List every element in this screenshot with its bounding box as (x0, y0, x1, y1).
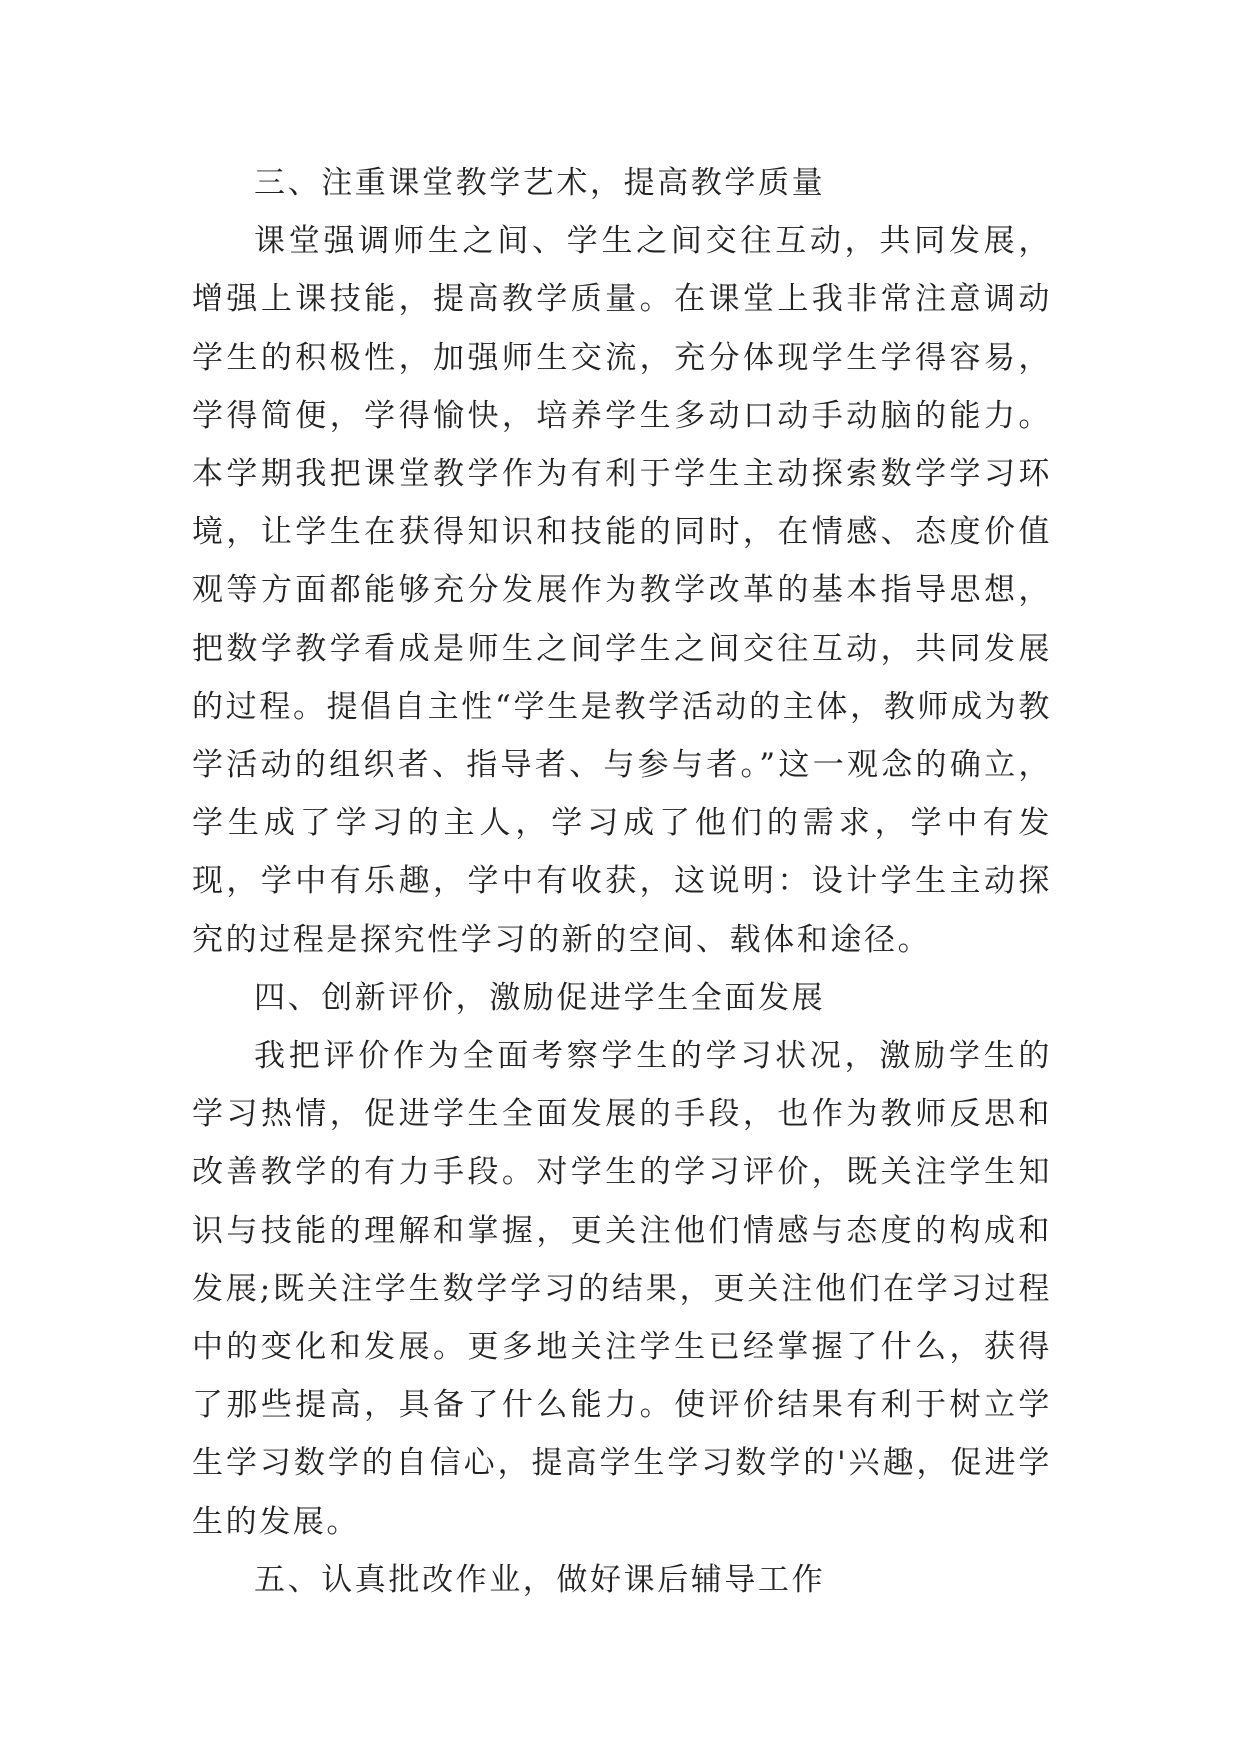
section-heading-4: 四、创新评价，激励促进学生全面发展 (254, 979, 826, 1016)
body-paragraph-4: 我把评价作为全面考察学生的学习状况，激励学生的学习热情，促进学生全面发展的手段，也作为教师反思和改善教学的有力手段。对学生的学习评价，既关注学生知识与技能的理解和掌握，更关注他们情感与态度的构成和发展;既关注学生数学学习的结果，更关注他们在学习过程中的变化和发展。更多地关注学生已经掌握了什么，获得了那些提高，具备了什么能力。使评价结果有利于树立学生学习数学的自信心，提高学生学习数学的'兴趣，促进学生的发展。 (192, 1038, 1052, 1540)
body-paragraph-3: 课堂强调师生之间、学生之间交往互动，共同发展，增强上课技能，提高教学质量。在课堂上我非常注意调动学生的积极性，加强师生交流，充分体现学生学得容易，学得简便，学得愉快，培养学生多动口动手动脑的能力。本学期我把课堂教学作为有利于学生主动探索数学学习环境，让学生在获得知识和技能的同时，在情感、态度价值观等方面都能够充分发展作为教学改革的基本指导思想，把数学教学看成是师生之间学生之间交往互动，共同发展的过程。提倡自主性“学生是教学活动的主体，教师成为教学活动的组织者、指导者、与参与者。”这一观念的确立，学生成了学习的主人，学习成了他们的需求，学中有发现，学中有乐趣，学中有收获，这说明：设计学生主动探究的过程是探究性学习的新的空间、载体和途径。 (192, 223, 1052, 958)
section-heading-3: 三、注重课堂教学艺术，提高教学质量 (254, 165, 826, 201)
section-heading-5: 五、认真批改作业，做好课后辅导工作 (254, 1561, 826, 1598)
document-page (192, 154, 1052, 1609)
